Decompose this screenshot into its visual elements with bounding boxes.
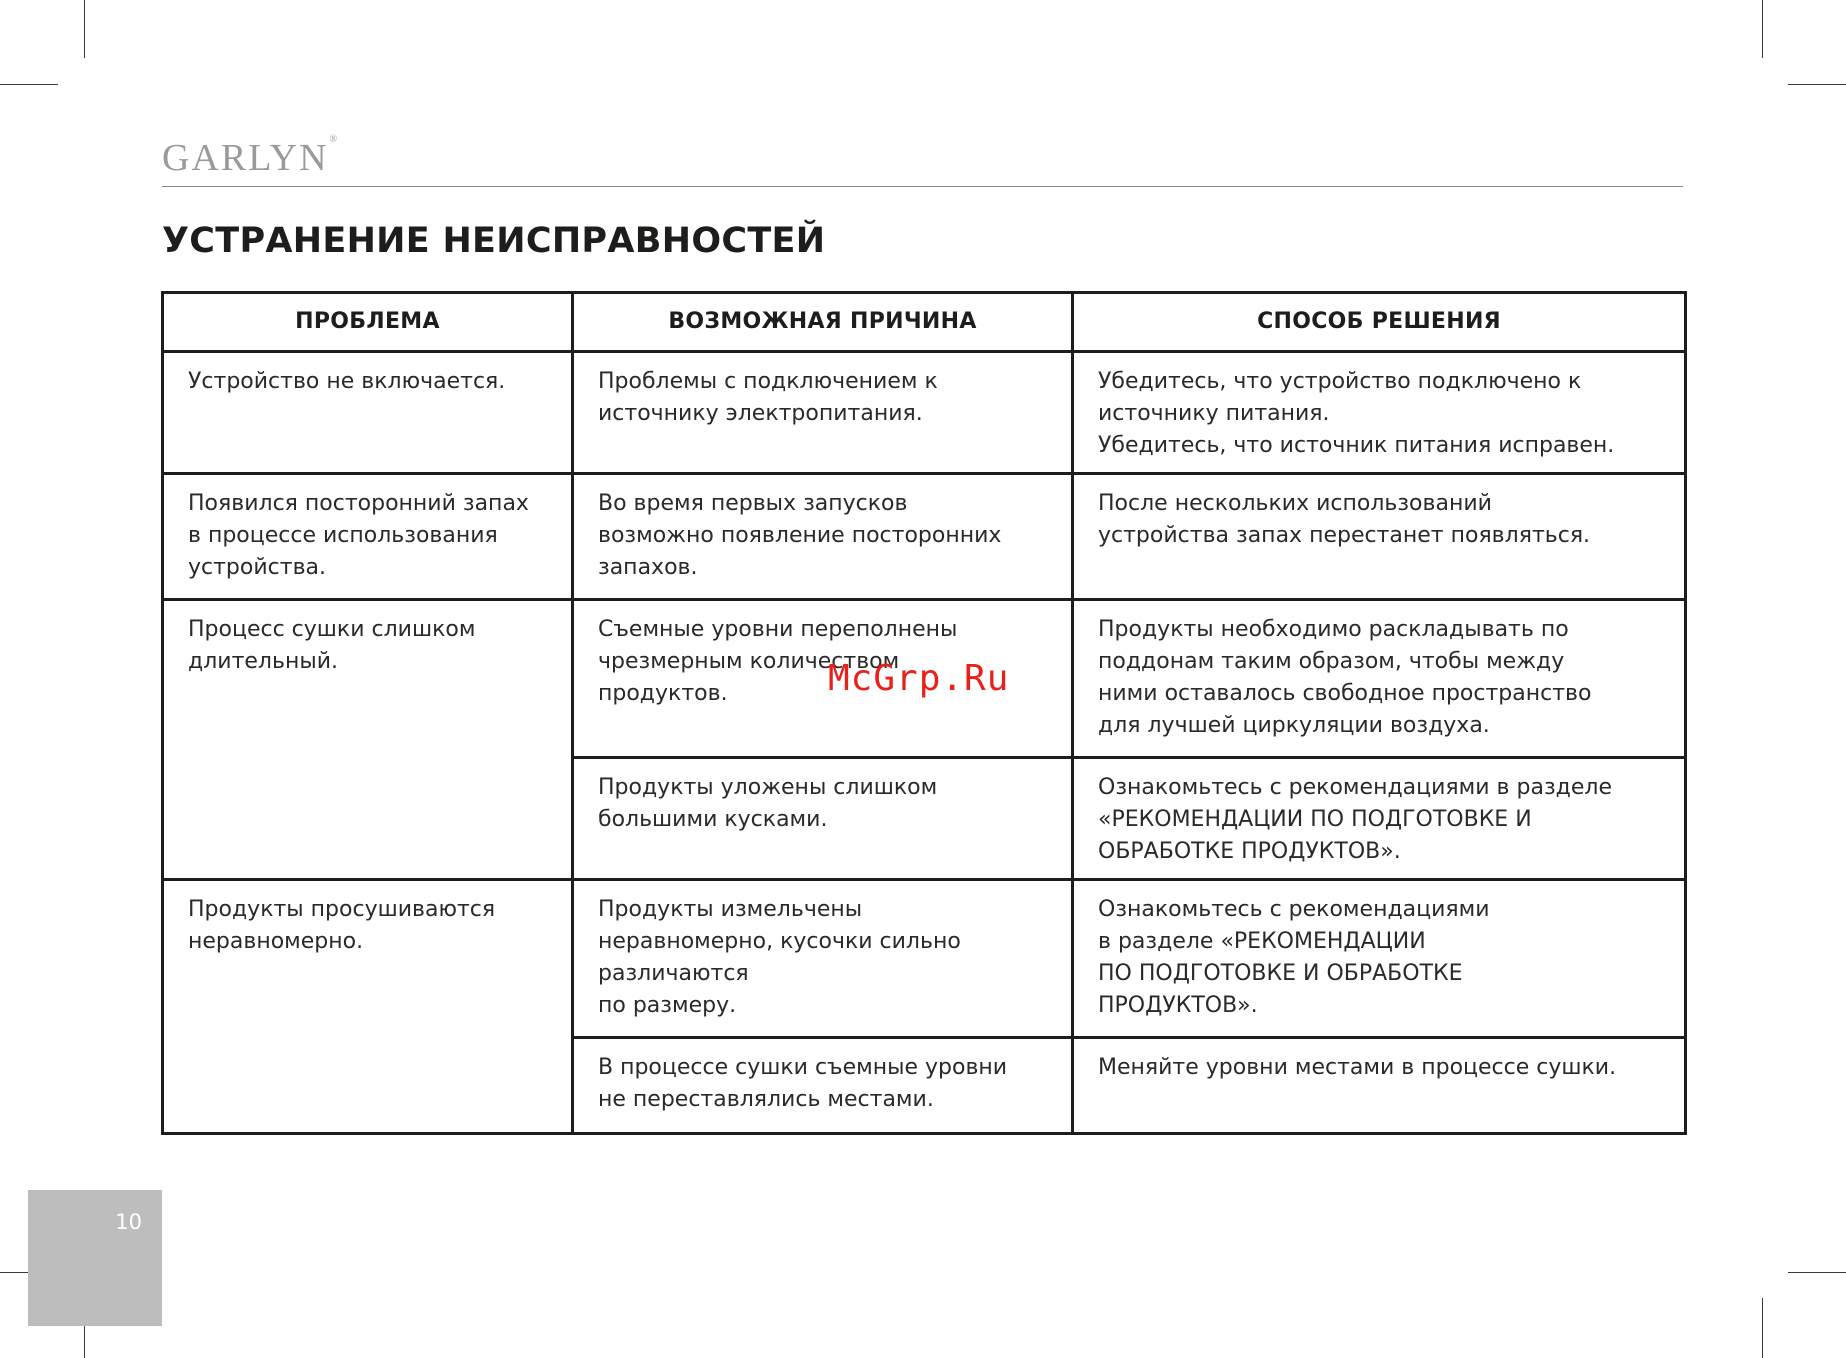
cause-cell xyxy=(573,352,1073,474)
solution-text: Убедитесь, что устройство подключено к источнику питания. Убедитесь, что источник питания исправен. xyxy=(1098,369,1615,458)
page-number: 10 xyxy=(115,1210,142,1234)
crop-mark xyxy=(0,84,58,85)
solution-cell xyxy=(1073,758,1686,880)
header-divider xyxy=(162,186,1683,187)
table-header-row xyxy=(163,293,1686,352)
cause-text: Проблемы с подключением к источнику электропитания. xyxy=(598,369,938,426)
page-title: УСТРАНЕНИЕ НЕИСПРАВНОСТЕЙ xyxy=(162,221,826,261)
solution-text: Ознакомьтесь с рекомендациями в разделе «РЕКОМЕНДАЦИИ ПО ПОДГОТОВКЕ И ОБРАБОТКЕ ПРОДУКТОВ». xyxy=(1098,775,1612,864)
registered-mark: ® xyxy=(329,134,340,145)
header-cause: ВОЗМОЖНАЯ ПРИЧИНА xyxy=(573,293,1073,352)
brand-logo xyxy=(162,136,339,180)
solution-text: Продукты необходимо раскладывать по поддонам таким образом, чтобы между ними оставалось свободное пространство для лучшей циркуляции воздуха. xyxy=(1098,617,1592,738)
cause-text: Продукты измельчены неравномерно, кусочки сильно различаются по размеру. xyxy=(598,897,961,1018)
solution-cell xyxy=(1073,600,1686,758)
problem-text: Продукты просушиваются неравномерно. xyxy=(188,897,496,954)
watermark-text: McGrp.Ru xyxy=(828,658,1010,699)
problem-cell xyxy=(163,474,573,600)
table-row xyxy=(163,474,1686,600)
crop-mark xyxy=(84,0,85,58)
table-row xyxy=(163,352,1686,474)
solution-text: После нескольких использований устройства запах перестанет появляться. xyxy=(1098,491,1591,548)
table-row xyxy=(163,880,1686,1038)
cause-cell xyxy=(573,474,1073,600)
crop-mark xyxy=(1762,0,1763,58)
cause-text: Съемные уровни переполнены чрезмерным количеством продуктов. xyxy=(598,617,958,706)
header-problem: ПРОБЛЕМА xyxy=(163,293,573,352)
solution-cell xyxy=(1073,1038,1686,1134)
cause-cell xyxy=(573,1038,1073,1134)
crop-mark xyxy=(1788,84,1846,85)
solution-text: Меняйте уровни местами в процессе сушки. xyxy=(1098,1055,1617,1080)
problem-cell xyxy=(163,352,573,474)
problem-text: Процесс сушки слишком длительный. xyxy=(188,617,476,674)
problem-cell xyxy=(163,600,573,880)
solution-cell xyxy=(1073,474,1686,600)
crop-mark xyxy=(1788,1272,1846,1273)
cause-text: Во время первых запусков возможно появление посторонних запахов. xyxy=(598,491,1002,580)
problem-cell xyxy=(163,880,573,1134)
solution-cell xyxy=(1073,352,1686,474)
problem-text: Устройство не включается. xyxy=(188,369,506,394)
cause-cell xyxy=(573,880,1073,1038)
cause-text: Продукты уложены слишком большими кусками. xyxy=(598,775,938,832)
cause-text: В процессе сушки съемные уровни не переставлялись местами. xyxy=(598,1055,1008,1112)
header-solution: СПОСОБ РЕШЕНИЯ xyxy=(1073,293,1686,352)
problem-text: Появился посторонний запах в процессе использования устройства. xyxy=(188,491,529,580)
solution-text: Ознакомьтесь с рекомендациями в разделе «РЕКОМЕНДАЦИИ ПО ПОДГОТОВКЕ И ОБРАБОТКЕ ПРОДУКТОВ». xyxy=(1098,897,1490,1018)
troubleshooting-table xyxy=(161,291,1687,1135)
brand-name: GARLYN xyxy=(162,137,329,179)
solution-cell xyxy=(1073,880,1686,1038)
crop-mark xyxy=(1762,1298,1763,1358)
cause-cell xyxy=(573,758,1073,880)
page-number-box xyxy=(28,1190,162,1326)
